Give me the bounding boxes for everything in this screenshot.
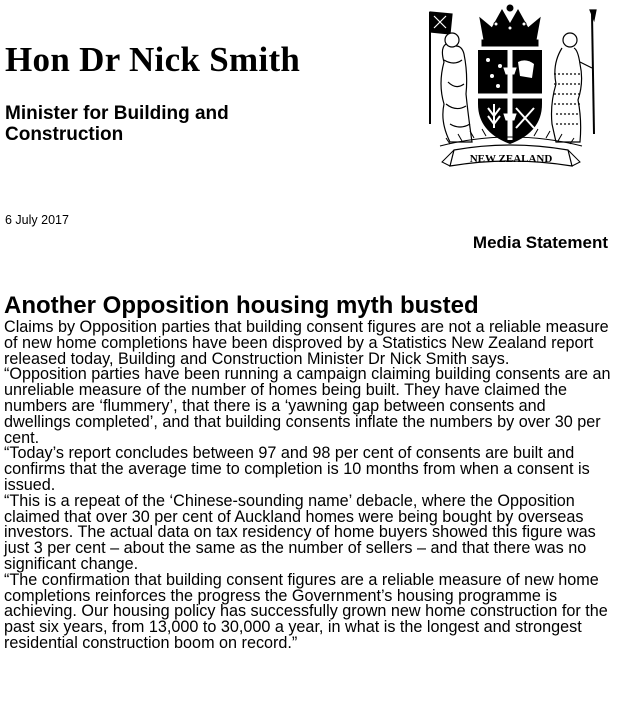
- article-paragraph: “This is a repeat of the ‘Chinese-sounding name’ debacle, where the Opposition claimed that over 30 per cent of Auckland homes were being bought by overseas investors. The actual data on tax residency of home buyers showed this figure was just 3 per cent – about the same as the number of sellers – and that there was no significant change.: [4, 491, 596, 573]
- left-supporter-figure: [430, 12, 472, 142]
- article-paragraph: “Opposition parties have been running a campaign claiming building consents are an unreliable measure of the number of homes being built. They have claimed the numbers are ‘flummery’, that there is a ‘yawning gap between consents and dwellings completed’, and that building consents inflate the numbers by over 30 per cent.: [4, 365, 611, 447]
- article-paragraph: Claims by Opposition parties that building consent figures are not a reliable measure of new home completions have been disproved by a Statistics New Zealand report released today, Building and Construction Minister Dr Nick Smith says.: [4, 318, 609, 368]
- shield-icon: [478, 50, 542, 144]
- statement-type: Media Statement: [472, 233, 608, 252]
- crown-icon: [480, 5, 540, 46]
- article-paragraph: “The confirmation that building consent figures are a reliable measure of new home completions reinforces the progress the Government’s housing programme is achieving. Our housing policy has successfully grown new home construction for the past six years, from 13,000 to 30,000 a year, in what is the longest and strongest residential construction boom on record.”: [4, 570, 608, 652]
- scroll-text: NEW ZEALAND: [469, 153, 553, 165]
- coat-of-arms-emblem: [410, 4, 610, 174]
- minister-name: Hon Dr Nick Smith: [5, 40, 301, 79]
- scroll-banner: [442, 145, 580, 166]
- article-headline: Another Opposition housing myth busted: [4, 292, 479, 319]
- article-body: [4, 320, 611, 652]
- right-supporter-figure: [552, 10, 597, 142]
- minister-title: Minister for Building and Construction: [5, 103, 229, 145]
- statement-date: 6 July 2017: [5, 213, 69, 227]
- article-paragraph: “Today’s report concludes between 97 and 98 per cent of consents are built and confirms that the average time to completion is 10 months from when a consent is issued.: [4, 444, 590, 494]
